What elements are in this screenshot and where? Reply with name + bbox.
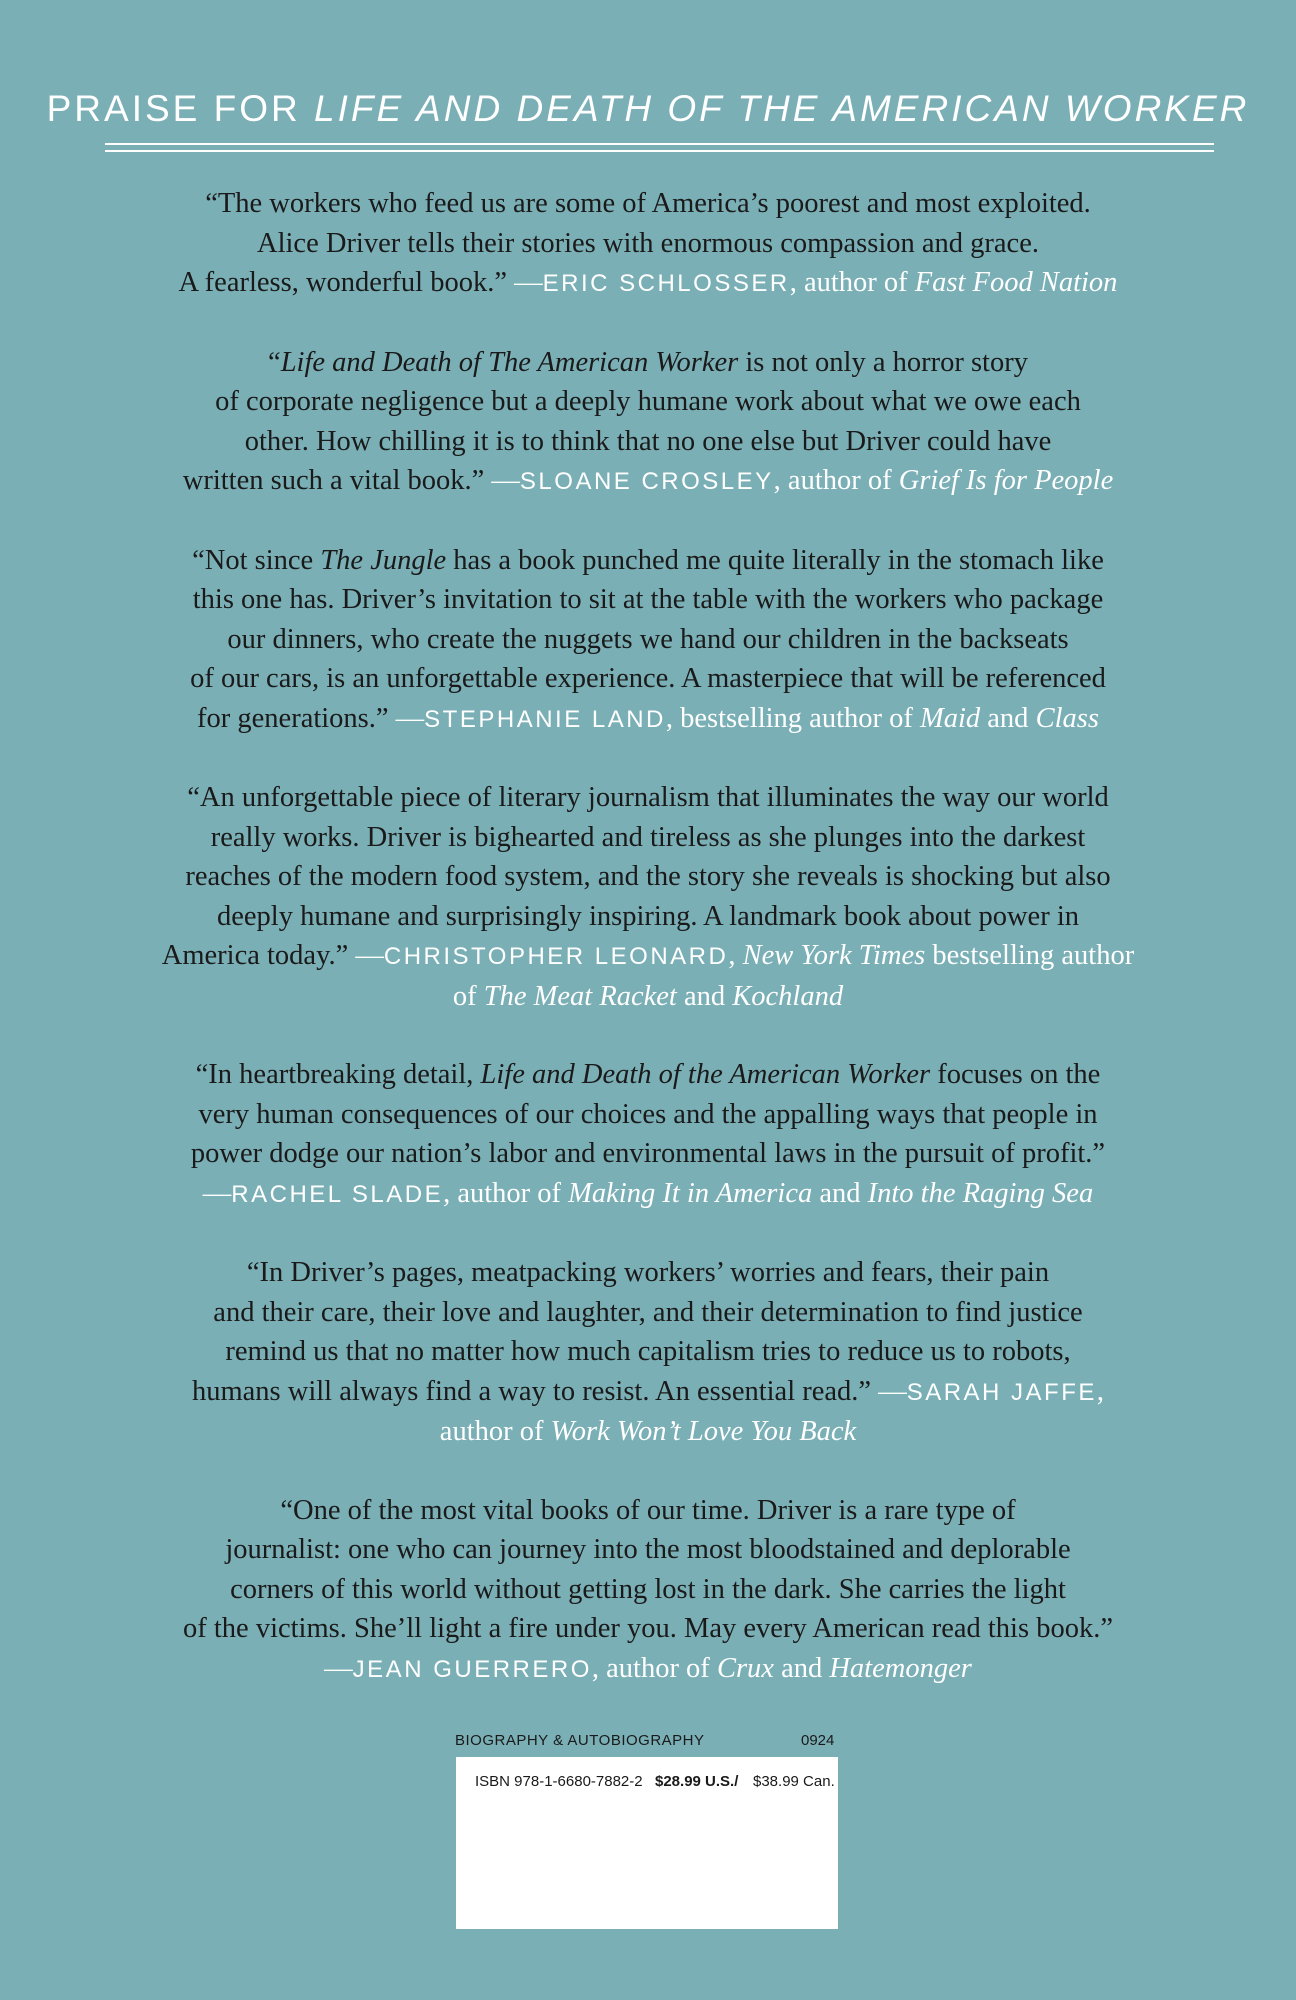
blurb-line: of our cars, is an unforgettable experience. A masterpiece that will be referenced [190, 663, 1106, 694]
attribution-dash: — [202, 1177, 232, 1209]
blurb-line: other. How chilling it is to think that no one else but Driver could have [244, 425, 1052, 457]
category-code: 0924 [801, 1732, 835, 1749]
blurb-text: for generations.” [197, 702, 389, 734]
attribution-dash: — [484, 465, 520, 496]
attribution-name: CHRISTOPHER LEONARD [383, 943, 729, 970]
blurb-line: very human consequences of our choices and the appalling ways that people in [198, 1098, 1098, 1130]
blurb-land [0, 541, 1296, 740]
blurb-text: is not only a horror story [738, 346, 1028, 378]
attribution-sep: , [728, 940, 743, 971]
blurb-text: “ [268, 346, 281, 378]
blurb-line: “In Driver’s pages, meatpacking workers’ worries and fears, their pain [246, 1257, 1050, 1288]
isbn-number: ISBN 978-1-6680-7882-2 [475, 1773, 643, 1790]
blurb-line-attribution [0, 1372, 1296, 1413]
attribution-prefix: of [452, 980, 484, 1012]
blurb-text: “Not since [192, 544, 321, 576]
attribution-conj: and [812, 1177, 868, 1209]
blurb-line [0, 1055, 1296, 1095]
attribution-dash: — [507, 267, 543, 298]
attribution-work: Work Won’t Love You Back [550, 1416, 857, 1447]
blurb-line: “One of the most vital books of our time. Driver is a rare type of [280, 1494, 1016, 1526]
blurb-list [0, 184, 1296, 1728]
attribution-dash: — [871, 1375, 907, 1407]
attribution-name: ERIC SCHLOSSER [542, 270, 790, 297]
blurb-line: and their care, their love and laughter, and their determination to find justice [213, 1296, 1083, 1328]
blurb-line-attribution [0, 461, 1296, 502]
blurb-text: has a book punched me quite literally in the stomach like [446, 544, 1104, 576]
blurb-line: “An unforgettable piece of literary journalism that illuminates the way our world [187, 782, 1109, 813]
blurb-line-attribution [0, 699, 1296, 740]
blurb-book-title: Life and Death of The American Worker [280, 346, 739, 378]
attribution-conj: and [676, 980, 733, 1012]
heading-rule-top [105, 143, 1214, 145]
attribution-name: JEAN GUERRERO [352, 1655, 592, 1683]
blurb-line-attribution [0, 263, 1296, 304]
attribution-work: Kochland [732, 980, 844, 1012]
blurb-line [0, 343, 1296, 383]
blurb-line-attribution [0, 1412, 1296, 1452]
book-category: BIOGRAPHY & AUTOBIOGRAPHY [455, 1732, 705, 1749]
attribution-name: RACHEL SLADE [231, 1180, 444, 1208]
blurb-text: “In heartbreaking detail, [195, 1059, 481, 1090]
attribution-work: Fast Food Nation [914, 267, 1118, 298]
attribution-role: , bestselling author of [665, 702, 920, 734]
attribution-name: SLOANE CROSLEY [519, 468, 774, 495]
attribution-name: STEPHANIE LAND [424, 705, 666, 733]
blurb-book-title: The Jungle [320, 544, 447, 576]
attribution-role: , author of [789, 267, 915, 298]
blurb-line: our dinners, who create the nuggets we hand our children in the backseats [227, 623, 1069, 655]
barcode-panel [456, 1757, 838, 1929]
attribution-work: Hatemonger [829, 1652, 972, 1684]
blurb-line-attribution [0, 977, 1296, 1017]
blurb-line: reaches of the modern food system, and the story she reveals is shocking but also [185, 861, 1111, 892]
blurb-line: journalist: one who can journey into the most bloodstained and deplorable [225, 1534, 1071, 1565]
blurb-line: of the victims. She’ll light a fire under you. May every American read this book.” [183, 1613, 1113, 1644]
blurb-text: America today.” [161, 940, 349, 971]
blurb-line: remind us that no matter how much capitalism tries to reduce us to robots, [225, 1336, 1071, 1367]
blurb-line [0, 541, 1296, 581]
heading-book-title: LIFE AND DEATH OF THE AMERICAN WORKER [314, 88, 1250, 129]
blurb-line-attribution [0, 1649, 1296, 1690]
price-us: $28.99 U.S./ [655, 1773, 739, 1790]
blurb-jaffe [0, 1253, 1296, 1452]
attribution-publication: New York Times [742, 940, 926, 971]
attribution-dash: — [324, 1652, 353, 1684]
attribution-role: bestselling author [925, 940, 1135, 971]
blurb-line: really works. Driver is bighearted and tireless as she plunges into the darkest [210, 821, 1086, 853]
blurb-line-attribution [0, 1174, 1296, 1215]
blurb-line: Alice Driver tells their stories with enormous compassion and grace. [257, 227, 1039, 259]
attribution-dash: — [388, 702, 425, 734]
attribution-work: Maid [919, 702, 981, 734]
blurb-crosley [0, 343, 1296, 502]
blurb-text: focuses on the [930, 1059, 1101, 1090]
blurb-book-title: Life and Death of the American Worker [480, 1059, 931, 1090]
attribution-conj: and [980, 702, 1036, 734]
blurb-line-attribution [0, 936, 1296, 977]
attribution-work: Class [1035, 702, 1099, 734]
blurb-text: written such a vital book.” [182, 465, 485, 496]
blurb-schlosser [0, 184, 1296, 304]
blurb-line: “The workers who feed us are some of America’s poorest and most exploited. [205, 188, 1091, 219]
blurb-slade [0, 1055, 1296, 1214]
blurb-guerrero [0, 1491, 1296, 1690]
attribution-role: author of [439, 1416, 551, 1447]
attribution-role: , author of [443, 1177, 569, 1209]
attribution-work: Making It in America [568, 1177, 813, 1209]
attribution-dash: — [348, 940, 384, 971]
blurb-leonard [0, 778, 1296, 1016]
attribution-work: Crux [716, 1652, 774, 1684]
blurb-line: of corporate negligence but a deeply humane work about what we owe each [215, 386, 1081, 417]
blurb-line: deeply humane and surprisingly inspiring. A landmark book about power in [217, 900, 1079, 932]
heading-rule-bottom [105, 150, 1214, 152]
praise-heading [0, 88, 1296, 130]
attribution-work: The Meat Racket [483, 980, 677, 1012]
blurb-text: A fearless, wonderful book.” [178, 267, 507, 298]
heading-prefix: PRAISE FOR [46, 88, 315, 129]
attribution-role: , author of [591, 1652, 717, 1684]
blurb-line: this one has. Driver’s invitation to sit at the table with the workers who package [192, 584, 1104, 615]
price-can: $38.99 Can. [753, 1773, 835, 1790]
attribution-work: Into the Raging Sea [867, 1177, 1094, 1209]
blurb-text: humans will always find a way to resist. An essential read.” [191, 1375, 872, 1407]
attribution-name: SARAH JAFFE [906, 1378, 1097, 1406]
blurb-line: power dodge our nation’s labor and environmental laws in the pursuit of profit.” [190, 1138, 1106, 1169]
attribution-conj: and [773, 1652, 830, 1684]
attribution-work: Grief Is for People [898, 465, 1114, 496]
attribution-sep: , [1096, 1375, 1105, 1407]
blurb-line: corners of this world without getting lost in the dark. She carries the light [230, 1573, 1066, 1605]
attribution-role: , author of [773, 465, 899, 496]
